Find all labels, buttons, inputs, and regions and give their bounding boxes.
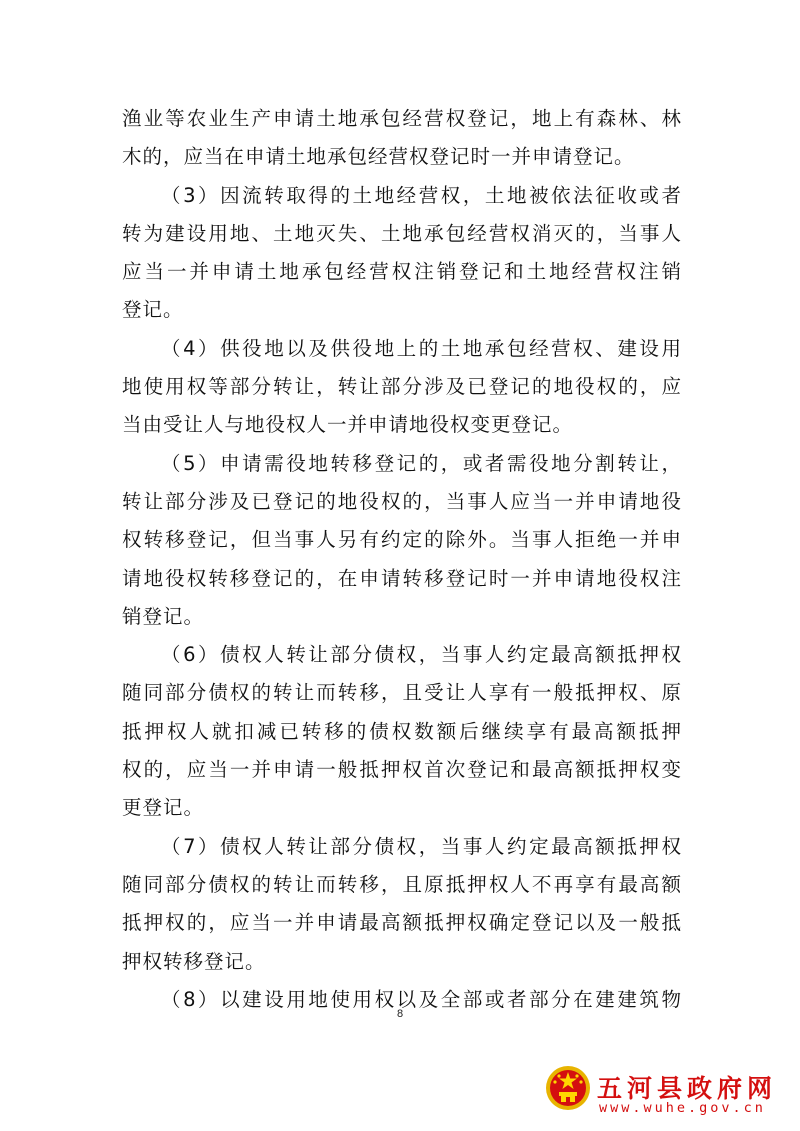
text-line: （6）债权人转让部分债权，当事人约定最高额抵押权	[161, 643, 682, 667]
text-line: 抵押权人就扣减已转移的债权数额后继续享有最高额抵押	[122, 719, 682, 743]
national-emblem-icon	[545, 1065, 591, 1111]
site-url[interactable]: www.wuhe.gov.cn	[599, 1100, 766, 1116]
text-line: （8）以建设用地使用权以及全部或者部分在建建筑物	[161, 987, 682, 1011]
page-number: 8	[396, 1008, 404, 1020]
text-line: 更登记。	[122, 796, 205, 820]
text-line: 渔业等农业生产申请土地承包经营权登记，地上有森林、林	[122, 107, 682, 130]
text-line: 随同部分债权的转让而转移，且受让人享有一般抵押权、原	[122, 681, 682, 705]
text-line: 请地役权转移登记的，在申请转移登记时一并申请地役权注	[122, 566, 682, 590]
body-text	[122, 100, 682, 1019]
text-line: （4）供役地以及供役地上的土地承包经营权、建设用	[161, 336, 682, 360]
text-line: 抵押权的，应当一并申请最高额抵押权确定登记以及一般抵	[122, 911, 682, 935]
text-line: 转为建设用地、土地灭失、土地承包经营权消灭的，当事人	[122, 221, 682, 245]
text-line: 应当一并申请土地承包经营权注销登记和土地经营权注销	[122, 260, 682, 284]
text-line: 随同部分债权的转让而转移，且原抵押权人不再享有最高额	[122, 872, 682, 896]
text-line: 转让部分涉及已登记的地役权的，当事人应当一并申请地役	[122, 489, 682, 513]
text-line: （5）申请需役地转移登记的，或者需役地分割转让，	[161, 451, 682, 475]
text-line: 当由受让人与地役权人一并申请地役权变更登记。	[122, 413, 574, 437]
text-line: 权的，应当一并申请一般抵押权首次登记和最高额抵押权变	[122, 758, 682, 782]
text-line: （3）因流转取得的土地经营权，土地被依法征收或者	[161, 183, 682, 207]
text-line: 登记。	[122, 298, 184, 322]
text-line: 押权转移登记。	[122, 949, 266, 973]
text-line: 销登记。	[122, 604, 205, 628]
text-line: 木的，应当在申请土地承包经营权登记时一并申请登记。	[122, 145, 635, 169]
site-name: 五河县政府网	[597, 1074, 778, 1103]
text-line: （7）债权人转让部分债权，当事人约定最高额抵押权	[161, 834, 682, 858]
text-line: 地使用权等部分转让，转让部分涉及已登记的地役权的，应	[122, 375, 682, 399]
text-line: 权转移登记，但当事人另有约定的除外。当事人拒绝一并申	[122, 528, 682, 552]
site-watermark[interactable]	[545, 1065, 795, 1125]
